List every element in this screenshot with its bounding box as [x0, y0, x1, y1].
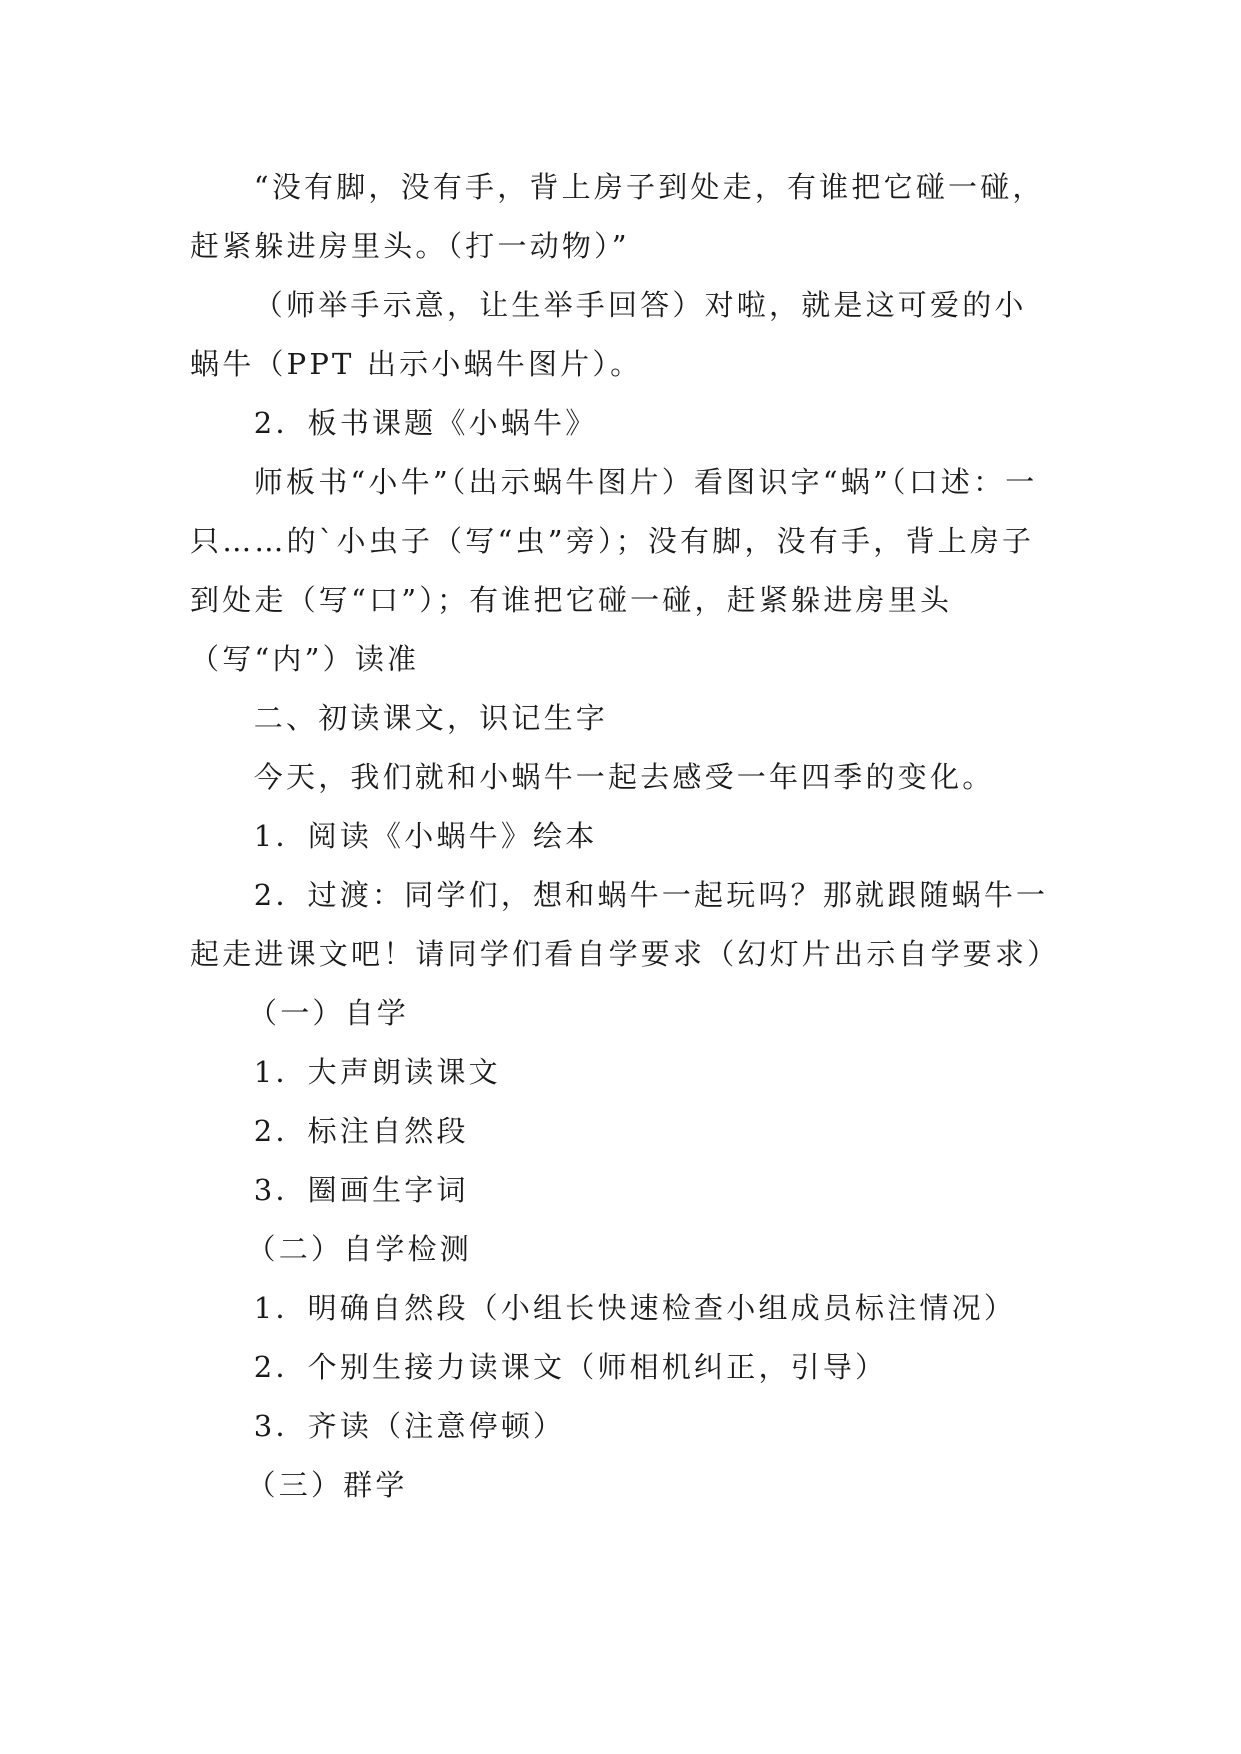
subheading-self-check: （二）自学检测 — [246, 1232, 472, 1266]
list-item: 3．齐读（注意停顿） — [253, 1409, 566, 1443]
list-item: 2．标注自然段 — [253, 1114, 469, 1148]
paragraph-character-teaching: 师板书“小牛”（出示蜗牛图片）看图识字“蜗”（口述：一只……的`小虫子（写“虫”旁）；没有脚，没有手，背上房子到处走（写“口”）；有谁把它碰一碰，赶紧躲进房里头（写“内”）读准 — [190, 465, 1038, 676]
paragraph-riddle: “没有脚，没有手，背上房子到处走，有谁把它碰一碰，赶紧躲进房里头。（打一动物）” — [190, 170, 1045, 263]
subheading-group-study: （三）群学 — [246, 1468, 408, 1502]
document-body — [190, 158, 1060, 1515]
paragraph-answer: （师举手示意，让生举手回答）对啦，就是这可爱的小蜗牛（PPT 出示小蜗牛图片）。 — [190, 288, 1027, 381]
paragraph-intro: 今天，我们就和小蜗牛一起去感受一年四季的变化。 — [253, 760, 995, 794]
subheading-self-study: （一）自学 — [248, 996, 410, 1030]
list-item: 2．个别生接力读课文（师相机纠正，引导） — [253, 1350, 888, 1384]
paragraph-transition: 2．过渡：同学们，想和蜗牛一起玩吗？那就跟随蜗牛一起走进课文吧！请同学们看自学要求（幻灯片出示自学要求） — [190, 878, 1060, 971]
section-heading-first-reading: 二、初读课文，识记生字 — [253, 701, 608, 735]
paragraph-picture-book: 1．阅读《小蜗牛》绘本 — [253, 819, 598, 853]
paragraph-board-title: 2．板书课题《小蜗牛》 — [253, 406, 598, 440]
list-item: 1．大声朗读课文 — [253, 1055, 501, 1089]
list-item: 1．明确自然段（小组长快速检查小组成员标注情况） — [253, 1291, 1017, 1325]
list-item: 3．圈画生字词 — [253, 1173, 469, 1207]
